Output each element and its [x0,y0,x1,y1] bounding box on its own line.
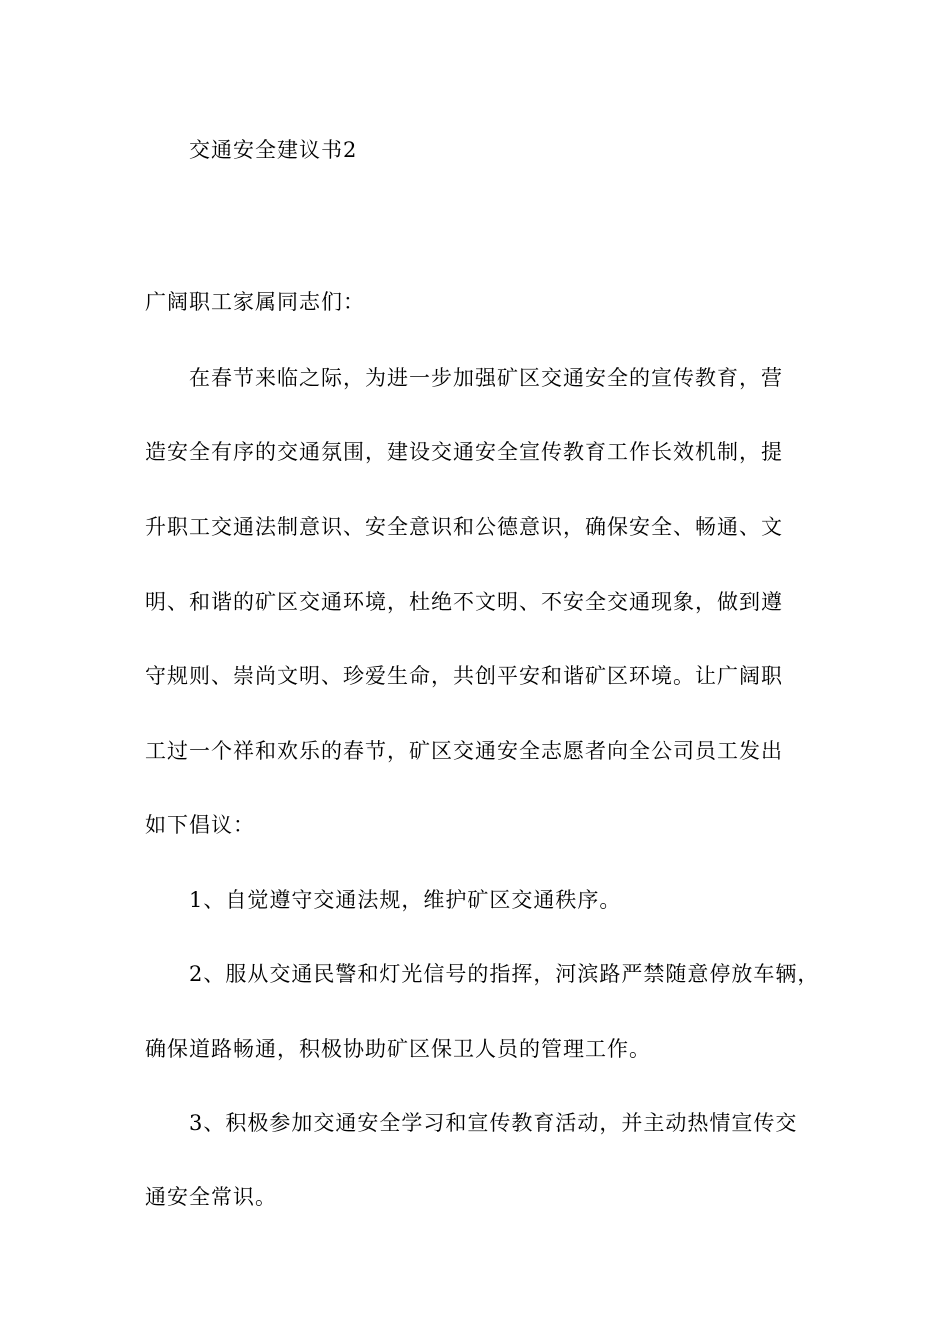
list-item: 2、服从交通民警和灯光信号的指挥，河滨路严禁随意停放车辆， [189,962,820,986]
paragraph-line: 造安全有序的交通氛围，建设交通安全宣传教育工作长效机制，提 [145,440,783,464]
paragraph-line: 守规则、崇尚文明、珍爱生命，共创平安和谐矿区环境。让广阔职 [145,664,783,688]
document-title: 交通安全建议书2 [189,138,358,162]
paragraph-line: 升职工交通法制意识、安全意识和公德意识，确保安全、畅通、文 [145,515,783,539]
paragraph-line: 如下倡议： [145,813,255,837]
list-item: 1、自觉遵守交通法规，维护矿区交通秩序。 [189,888,622,912]
paragraph-line: 工过一个祥和欢乐的春节，矿区交通安全志愿者向全公司员工发出 [145,739,783,763]
list-item-continuation: 通安全常识。 [145,1185,277,1209]
list-item-continuation: 确保道路畅通，积极协助矿区保卫人员的管理工作。 [145,1037,651,1061]
list-item: 3、积极参加交通安全学习和宣传教育活动，并主动热情宣传交 [189,1111,798,1135]
salutation: 广阔职工家属同志们： [145,290,365,314]
paragraph-line: 明、和谐的矿区交通环境，杜绝不文明、不安全交通现象，做到遵 [145,590,783,614]
paragraph-line: 在春节来临之际，为进一步加强矿区交通安全的宣传教育，营 [189,366,783,390]
